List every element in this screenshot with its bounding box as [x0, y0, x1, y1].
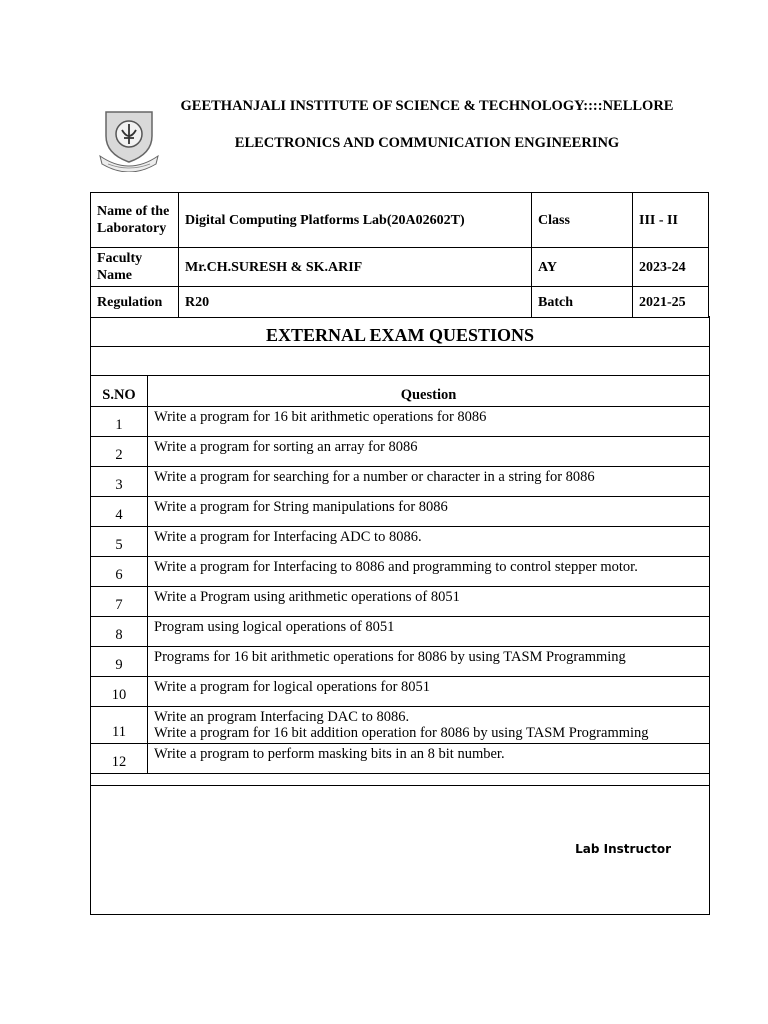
question-line: Write a program for 16 bit addition operation for 8086 by using TASM Programming: [154, 725, 649, 741]
question-text: [148, 707, 710, 744]
ay-label: AY: [532, 248, 633, 287]
table-row: [91, 677, 709, 707]
question-line: Program using logical operations of 8051: [154, 619, 395, 635]
table-row: [91, 497, 709, 527]
question-text: [148, 407, 710, 437]
table-row: [91, 407, 709, 437]
lab-name-label: Name of the Laboratory: [91, 193, 179, 248]
exam-title: EXTERNAL EXAM QUESTIONS: [91, 316, 709, 347]
batch-label: Batch: [532, 287, 633, 318]
question-number: 7: [91, 587, 148, 617]
question-header: Question: [148, 376, 710, 407]
regulation-value: R20: [179, 287, 532, 318]
question-line: Write a program for Interfacing ADC to 8086.: [154, 529, 422, 545]
question-number: 9: [91, 647, 148, 677]
lab-name-value: Digital Computing Platforms Lab(20A02602T): [179, 193, 532, 248]
question-line: Write a Program using arithmetic operations of 8051: [154, 589, 460, 605]
question-line: Write a program for 16 bit arithmetic operations for 8086: [154, 409, 487, 425]
faculty-label: Faculty Name: [91, 248, 179, 287]
regulation-label: Regulation: [91, 287, 179, 318]
table-row: [91, 467, 709, 497]
question-line: Write a program to perform masking bits in an 8 bit number.: [154, 746, 505, 762]
sno-header: S.NO: [91, 376, 148, 407]
question-number: 10: [91, 677, 148, 707]
question-line: Write a program for searching for a number or character in a string for 8086: [154, 469, 595, 485]
question-number: 11: [91, 707, 148, 744]
table-row: [91, 617, 709, 647]
table-row: [91, 557, 709, 587]
table-row: [91, 647, 709, 677]
question-line: Write a program for logical operations for 8051: [154, 679, 431, 695]
question-number: 5: [91, 527, 148, 557]
class-value: III - II: [633, 193, 709, 248]
institute-name: GEETHANJALI INSTITUTE OF SCIENCE & TECHNOLOGY::::NELLORE: [180, 98, 674, 114]
question-text: [148, 587, 710, 617]
question-number: 4: [91, 497, 148, 527]
table-row: [91, 527, 709, 557]
ay-value: 2023-24: [633, 248, 709, 287]
question-number: 1: [91, 407, 148, 437]
table-row: [91, 707, 709, 744]
question-number: 2: [91, 437, 148, 467]
question-number: 8: [91, 617, 148, 647]
question-line: Programs for 16 bit arithmetic operations for 8086 by using TASM Programming: [154, 649, 626, 665]
table-row: [91, 587, 709, 617]
department-name: ELECTRONICS AND COMMUNICATION ENGINEERING: [234, 135, 620, 151]
class-label: Class: [532, 193, 633, 248]
question-text: [148, 467, 710, 497]
signature-label: Lab Instructor: [575, 842, 671, 856]
question-text: [148, 647, 710, 677]
question-text: [148, 437, 710, 467]
question-number: 12: [91, 744, 148, 774]
question-line: Write a program for Interfacing to 8086 and programming to control stepper motor.: [154, 559, 638, 575]
question-text: [148, 527, 710, 557]
batch-value: 2021-25: [633, 287, 709, 318]
blank-row: [91, 768, 709, 786]
question-text: [148, 617, 710, 647]
question-number: 3: [91, 467, 148, 497]
blank-row: [91, 346, 709, 376]
questions-table: [91, 376, 709, 774]
question-number: 6: [91, 557, 148, 587]
question-line: Write a program for String manipulations for 8086: [154, 499, 448, 515]
question-text: [148, 557, 710, 587]
question-line: Write a program for sorting an array for 8086: [154, 439, 418, 455]
faculty-value: Mr.CH.SURESH & SK.ARIF: [179, 248, 532, 287]
question-line: Write an program Interfacing DAC to 8086.: [154, 709, 410, 725]
question-text: [148, 677, 710, 707]
lab-info-table: [90, 192, 709, 318]
table-row: [91, 437, 709, 467]
exam-sheet: [90, 316, 710, 915]
question-text: [148, 497, 710, 527]
